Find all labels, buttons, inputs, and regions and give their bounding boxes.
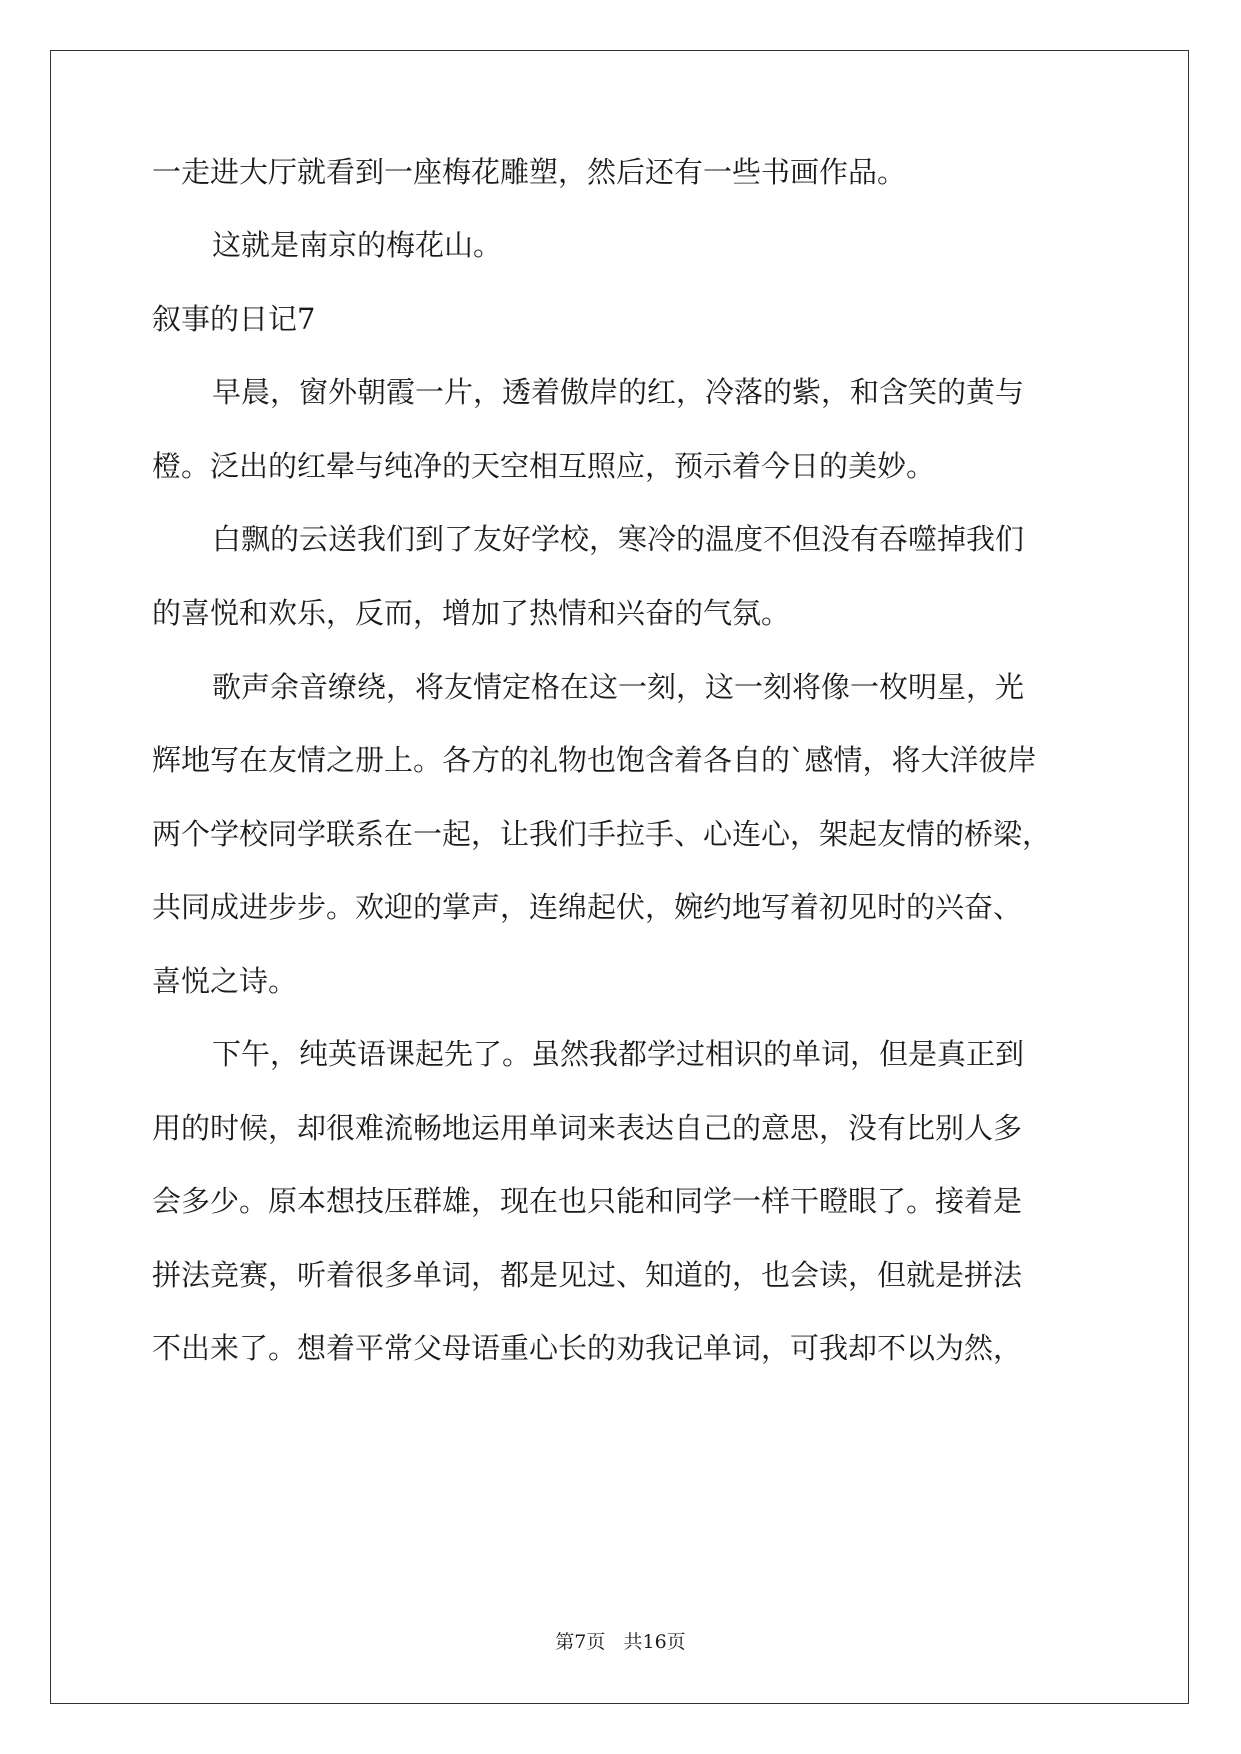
text-line-8: 歌声余音缭绕，将友情定格在这一刻，这一刻将像一枚明星，光 [212, 670, 1025, 704]
text-line-4: 早晨，窗外朝霞一片，透着傲岸的红，冷落的紫，和含笑的黄与 [212, 375, 1025, 409]
text-line-10: 两个学校同学联系在一起，让我们手拉手、心连心，架起友情的桥梁， [152, 817, 1052, 851]
text-line-6: 白飘的云送我们到了友好学校，寒冷的温度不但没有吞噬掉我们 [212, 522, 1025, 556]
page-number-footer: 第7页 共16页 [555, 1631, 686, 1653]
text-line-13: 下午，纯英语课起先了。虽然我都学过相识的单词，但是真正到 [212, 1037, 1025, 1071]
text-line-5: 橙。泛出的红晕与纯净的天空相互照应，预示着今日的美妙。 [152, 449, 936, 483]
text-line-9: 辉地写在友情之册上。各方的礼物也饱含着各自的`感情，将大洋彼岸 [152, 743, 1037, 777]
text-line-2: 这就是南京的梅花山。 [212, 228, 503, 262]
text-line-14: 用的时候，却很难流畅地运用单词来表达自己的意思，没有比别人多 [152, 1111, 1023, 1145]
text-line-16: 拼法竞赛，听着很多单词，都是见过、知道的，也会读，但就是拼法 [152, 1258, 1023, 1292]
text-line-11: 共同成进步步。欢迎的掌声，连绵起伏，婉约地写着初见时的兴奋、 [152, 890, 1023, 924]
text-line-12: 喜悦之诗。 [152, 964, 298, 998]
text-line-17: 不出来了。想着平常父母语重心长的劝我记单词，可我却不以为然， [152, 1331, 1023, 1365]
text-line-15: 会多少。原本想技压群雄，现在也只能和同学一样干瞪眼了。接着是 [152, 1184, 1023, 1218]
section-heading: 叙事的日记7 [152, 302, 316, 336]
text-line-7: 的喜悦和欢乐，反而，增加了热情和兴奋的气氛。 [152, 596, 791, 630]
text-line-1: 一走进大厅就看到一座梅花雕塑，然后还有一些书画作品。 [152, 155, 907, 189]
